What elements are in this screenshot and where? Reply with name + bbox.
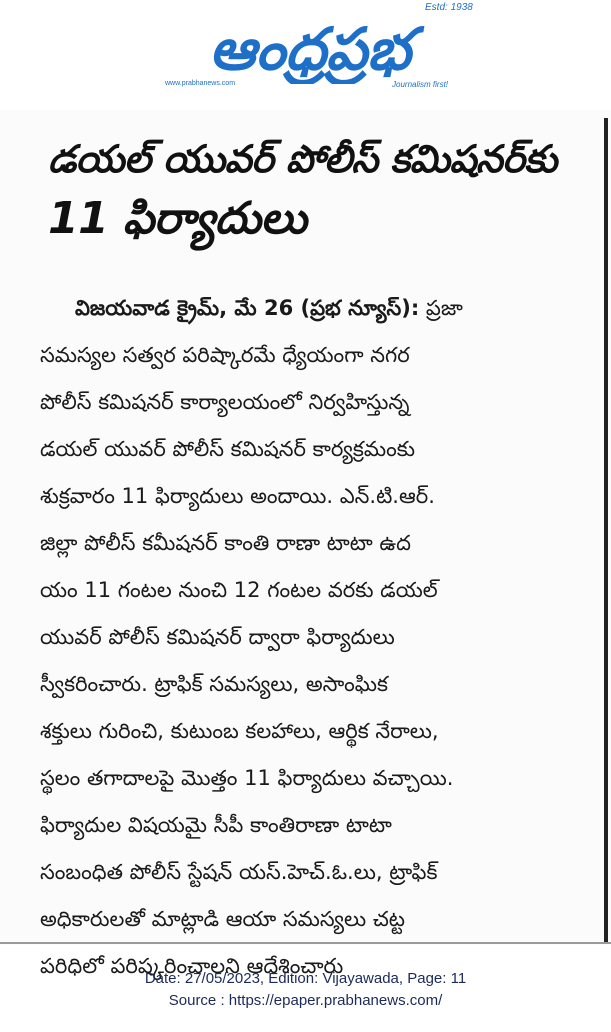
body-line: జిల్లా పోలీస్ కమీషనర్ కాంతి రాణా టాటా ఉద [40, 531, 411, 555]
headline-line-2: 11 ఫిర్యాదులు [48, 193, 307, 244]
headline-line-1: డయల్ యువర్ పోలీస్ కమిషనర్‌కు [48, 137, 557, 181]
source-link[interactable]: Source : https://epaper.prabhanews.com/ [168, 992, 443, 1009]
body-line: శుక్రవారం 11 ఫిర్యాదులు అందాయి. ఎన్.టి.ఆర్. [40, 484, 435, 508]
body-line: శక్తులు గురించి, కుటుంబ కలహాలు, ఆర్థిక నేరాలు, [40, 719, 439, 743]
site-url: www.prabhanews.com [165, 80, 236, 87]
masthead [0, 0, 611, 110]
article-body [40, 285, 585, 990]
body-line: యువర్ పోలీస్ కమిషనర్ ద్వారా ఫిర్యాదులు [40, 625, 395, 649]
body-line: పరిధిలో పరిష్కరించాలని ఆదేశించారు [40, 954, 344, 978]
estd-label: Estd: 1938 [425, 2, 473, 13]
dateline: విజయవాడ క్రైమ్, మే 26 (ప్రభ న్యూస్): [75, 296, 420, 320]
body-line: సంబంధిత పోలీస్ స్టేషన్ యస్.హెచ్.ఓ.లు, ట్రాఫిక్ [40, 860, 438, 884]
column-divider [604, 118, 608, 943]
body-line: స్వీకరించారు. ట్రాఫిక్ సమస్యలు, అసాంఘిక [40, 672, 388, 696]
body-line: ప్రజా [425, 296, 463, 320]
body-line: స్థలం తగాదాలపై మొత్తం 11 ఫిర్యాదులు వచ్చాయి. [40, 766, 454, 790]
body-line: యం 11 గంటల నుంచి 12 గంటల వరకు డయల్ [40, 578, 438, 602]
body-line: ఫిర్యాదుల విషయమై సీపీ కాంతిరాణా టాటా [40, 813, 392, 837]
clip-bottom-border [0, 942, 611, 944]
body-line: అధికారులతో మాట్లాడి ఆయా సమస్యలు చట్ట [40, 907, 406, 931]
logo-text: ఆంధ్రప్రభ [209, 15, 411, 83]
body-line: పోలీస్ కమిషనర్ కార్యాలయంలో నిర్వహిస్తున్న [40, 390, 410, 414]
body-line: సమస్యల సత్వర పరిష్కారమే ధ్యేయంగా నగర [40, 343, 410, 367]
article-first-line [40, 285, 585, 332]
tagline: Journalism first! [392, 80, 449, 89]
newspaper-logo [160, 14, 460, 84]
edition-info: Date: 27/05/2023, Edition: Vijayawada, Page: 11 [144, 970, 467, 987]
footer [0, 968, 611, 1012]
body-line: డయల్ యువర్ పోలీస్ కమిషనర్ కార్యక్రమంకు [40, 437, 415, 461]
